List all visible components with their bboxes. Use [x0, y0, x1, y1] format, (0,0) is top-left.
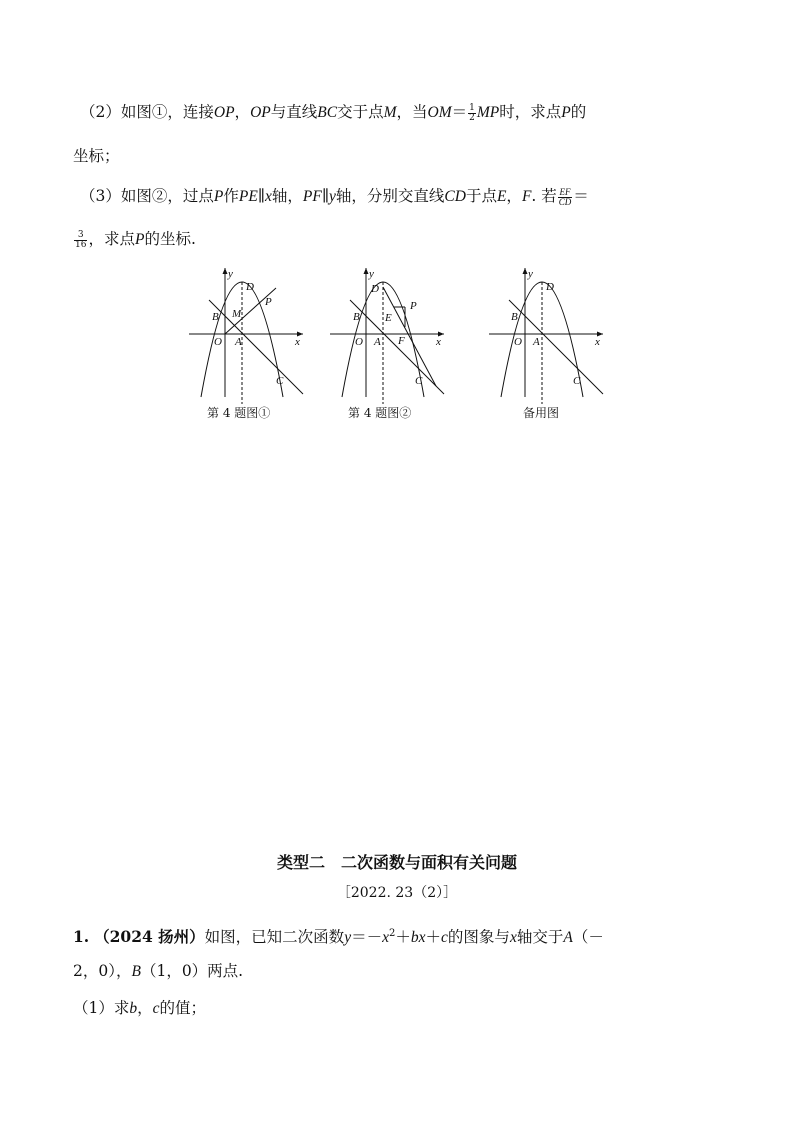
- fig3-label-c: C: [573, 375, 581, 387]
- fig2-label-e: E: [385, 312, 392, 324]
- fig2-label-y: y: [369, 268, 374, 280]
- fig2-label-o: O: [355, 336, 363, 348]
- problem-1-subquestion-1: （1）求b，c的值；: [73, 999, 207, 1017]
- fig1-label-a: A: [235, 336, 242, 348]
- fig2-label-c: C: [415, 375, 423, 387]
- figure-1: [185, 262, 325, 432]
- fig3-label-b: B: [511, 311, 518, 323]
- fig3-label-y: y: [528, 268, 533, 280]
- question-3-line-2: $\frac{3}{16}$ ，求点P的坐标.: [75, 229, 196, 250]
- section-subheading: ［2022. 23（2）］: [336, 885, 458, 901]
- fig3-label-a: A: [533, 336, 540, 348]
- fig1-label-m: M: [232, 308, 242, 320]
- fraction-one-half: $\frac{1}{2}$: [469, 102, 475, 123]
- fig3-label-d: D: [546, 281, 554, 293]
- section-heading: 类型二 二次函数与面积有关问题: [276, 853, 517, 872]
- fig1-label-y: y: [228, 268, 233, 280]
- fig1-label-b: B: [212, 311, 219, 323]
- figure-2-caption: 第 4 题图②: [348, 406, 412, 420]
- fig1-label-p: P: [265, 296, 272, 308]
- figure-2: [326, 262, 466, 432]
- figure-3: [485, 262, 625, 432]
- question-2-line-2: 坐标；: [73, 147, 120, 165]
- fig1-label-d: D: [246, 281, 254, 293]
- fig2-label-p: P: [410, 300, 417, 312]
- figure-3-caption: 备用图: [523, 406, 560, 420]
- fig2-label-x: x: [436, 336, 441, 348]
- fig2-label-f: F: [398, 335, 405, 347]
- question-2-line-1: （2）如图①，连接OP，OP与直线BC交于点M，当OM＝ $\frac{1}{2}$ MP时，求点P的: [80, 102, 587, 123]
- fraction-three-sixteenths: $\frac{3}{16}$: [75, 229, 87, 250]
- fig2-label-a: A: [374, 336, 381, 348]
- fig2-label-d: D: [371, 283, 379, 295]
- fig1-label-c: C: [276, 375, 284, 387]
- fraction-ef-cd: $\frac{EF}{CD}$: [558, 186, 572, 207]
- fig3-label-x: x: [595, 336, 600, 348]
- fig1-label-o: O: [214, 336, 222, 348]
- fig1-label-x: x: [295, 336, 300, 348]
- problem-1-line-2: 2，0），B（1，0）两点.: [73, 962, 244, 980]
- figure-1-caption: 第 4 题图①: [207, 406, 271, 420]
- problem-1-line-1: 1. （2024 扬州）如图，已知二次函数$y=-x^2+bx+c$的图象与x轴交于A（－: [73, 927, 604, 947]
- fig3-label-o: O: [514, 336, 522, 348]
- fig2-label-b: B: [353, 311, 360, 323]
- question-3-line-1: （3）如图②，过点P作PE∥x轴，PF∥y轴，分别交直线CD于点E，F. 若 $\frac{EF}{CD}$ ＝: [80, 186, 589, 207]
